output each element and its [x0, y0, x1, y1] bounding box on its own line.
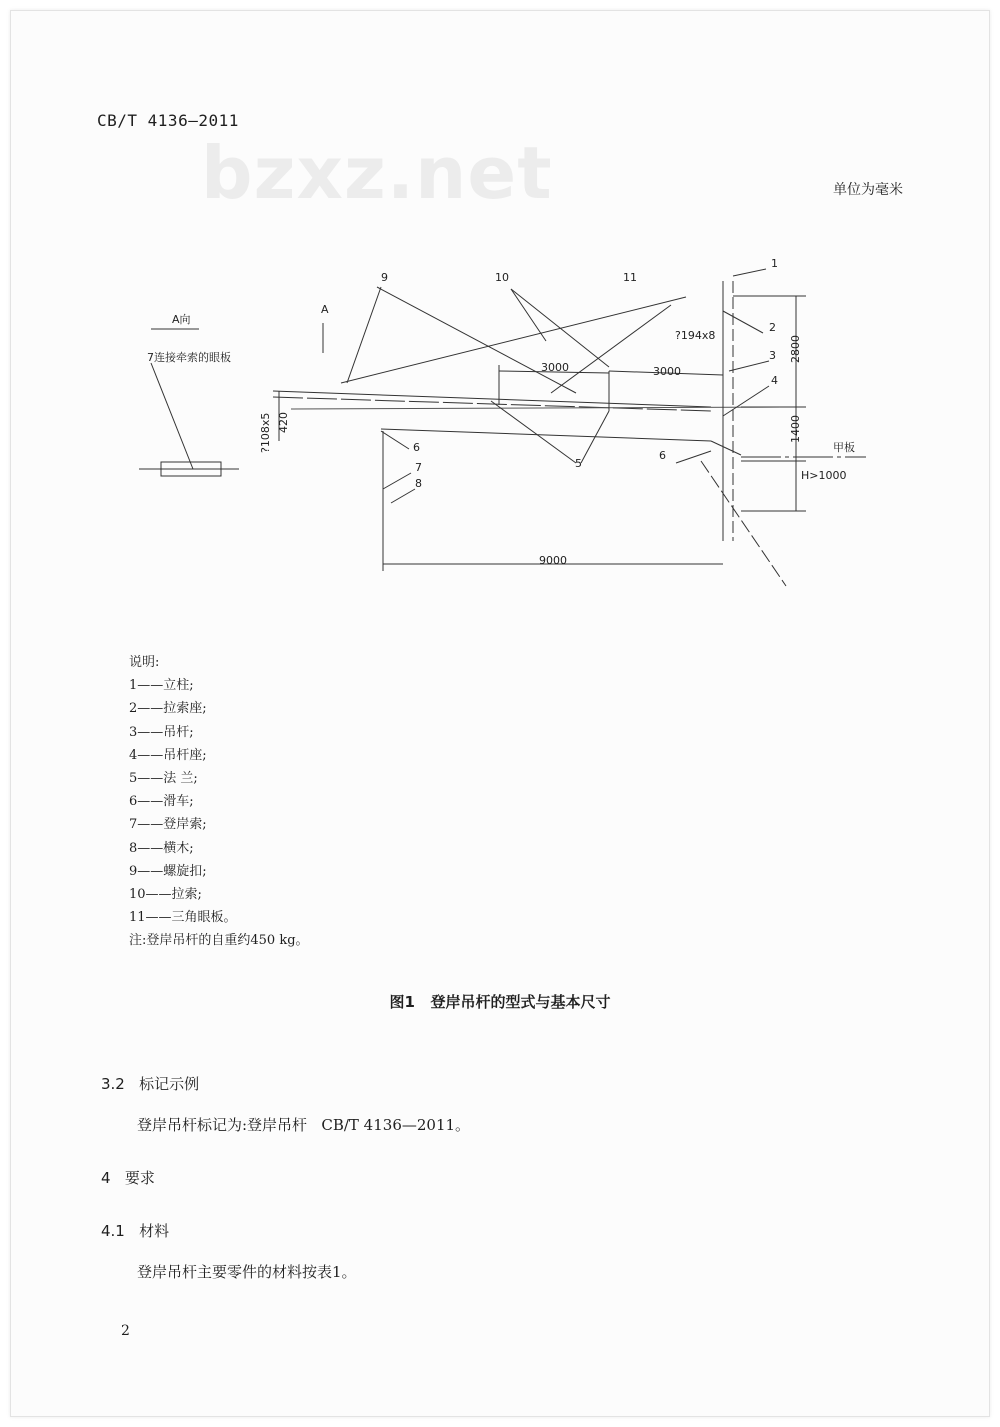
legend	[129, 651, 309, 953]
legend-item: 1——立柱;	[129, 678, 194, 694]
dim-9000: 9000	[539, 554, 567, 567]
callout-11: 11	[623, 271, 637, 284]
dim-3000-a: 3000	[541, 361, 569, 374]
boom-line	[273, 391, 711, 407]
legend-item: 7——登岸索;	[129, 817, 207, 833]
legend-item: 2——拉索座;	[129, 701, 207, 717]
legend-item: 6——滑车;	[129, 794, 194, 810]
legend-note: 注:登岸吊杆的自重约450 kg。	[129, 933, 309, 949]
section-heading-3-2: 3.2 标记示例	[101, 1075, 200, 1093]
legend-title: 说明:	[129, 655, 160, 670]
watermark: bzxz.net	[201, 131, 553, 215]
callout-6b: 6	[659, 449, 666, 462]
dim-h: H>1000	[801, 469, 847, 482]
deck-label: 甲板	[833, 441, 855, 454]
dim-420: 420	[277, 412, 290, 433]
standard-number: CB/T 4136—2011	[97, 111, 239, 130]
section-heading-4-1: 4.1 材料	[101, 1222, 170, 1240]
dim-3000-b: 3000	[653, 365, 681, 378]
document-page	[10, 10, 990, 1417]
legend-item: 10——拉索;	[129, 887, 202, 903]
legend-item: 11——三角眼板。	[129, 910, 237, 926]
legend-item: 3——吊杆;	[129, 724, 194, 740]
section-heading-4: 4 要求	[101, 1169, 155, 1187]
dim-pipe-post: ?194x8	[675, 329, 716, 342]
callout-7: 7	[415, 461, 422, 474]
callout-1: 1	[771, 257, 778, 270]
unit-note: 单位为毫米	[833, 182, 903, 198]
callout-9: 9	[381, 271, 388, 284]
section-paragraph-4-1: 登岸吊杆主要零件的材料按表1。	[137, 1263, 357, 1281]
davit-drawing	[11, 11, 989, 611]
callout-2: 2	[769, 321, 776, 334]
aux-view-title: A向	[172, 313, 191, 326]
figure-caption: 图1 登岸吊杆的型式与基本尺寸	[389, 993, 611, 1011]
callout-6a: 6	[413, 441, 420, 454]
dim-1400: 1400	[789, 415, 802, 443]
callout-5: 5	[575, 457, 582, 470]
dim-2800: 2800	[789, 335, 802, 363]
callout-3: 3	[769, 349, 776, 362]
dim-pipe-boom: ?108x5	[259, 412, 272, 453]
page-number: 2	[121, 1323, 130, 1339]
legend-item: 4——吊杆座;	[129, 747, 207, 763]
callout-4: 4	[771, 374, 778, 387]
legend-item: 9——螺旋扣;	[129, 863, 207, 879]
callout-10: 10	[495, 271, 509, 284]
section-paragraph-3-2: 登岸吊杆标记为:登岸吊杆 CB/T 4136—2011。	[137, 1116, 471, 1134]
aux-view-part: 7连接牵索的眼板	[147, 351, 231, 364]
view-label: A	[321, 303, 329, 316]
legend-item: 8——横木;	[129, 840, 194, 856]
callout-8: 8	[415, 477, 422, 490]
legend-item: 5——法 兰;	[129, 771, 198, 787]
